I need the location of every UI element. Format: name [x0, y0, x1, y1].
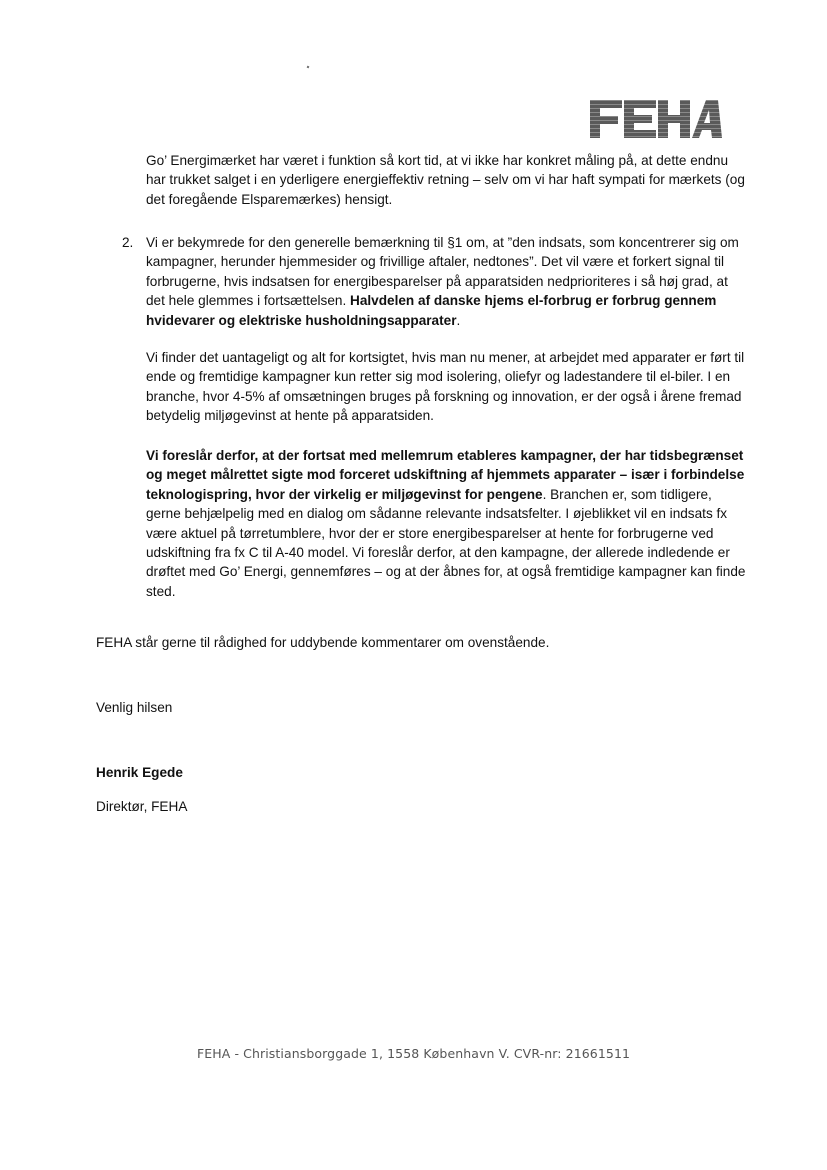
greeting: Venlig hilsen: [96, 700, 173, 715]
signer-title: Direktør, FEHA: [96, 799, 188, 814]
paragraph-kampagner: [146, 446, 746, 601]
paragraph-energimaerket: Go’ Energimærket har været i funktion så kort tid, at vi ikke har konkret måling på, at dette endnu har trukket salget i en yderligere energieffektiv retning – selv om vi har haft sympati for mærkets (og det foregående Elsparemærkes) hensigt.: [146, 153, 745, 207]
feha-logo: [588, 98, 724, 140]
paragraph4-bold: Vi foreslår derfor, at der fortsat med mellemrum etableres kampagner, der har tidsbegrænset og meget målrettet sigte mod forceret udskiftning af hjemmets apparater – især i forbindelse teknologispring, hvor der virkelig er miljøgevinst for pengene: [146, 448, 745, 502]
signer-name: Henrik Egede: [96, 765, 183, 780]
footer-address: FEHA - Christiansborggade 1, 1558 København V. CVR-nr: 21661511: [196, 1046, 631, 1061]
paragraph-apparater: Vi finder det uantageligt og alt for kortsigtet, hvis man nu mener, at arbejdet med apparater er ført til ende og fremtidige kampagner kun retter sig mod isolering, oliefyr og ladestandere til el-biler. I en branche, hvor 4-5% af omsætningen bruges på forskning og innovation, er der også i årene fremad betydelig miljøgevinst at hente på apparatsiden.: [146, 350, 745, 424]
item2-bold-text: Halvdelen af danske hjems el-forbrug er forbrug gennem hvidevarer og elektriske husholdningsapparater: [146, 293, 717, 328]
scan-speck: [307, 66, 310, 69]
list-item-2: [146, 233, 746, 330]
closing-line: FEHA står gerne til rådighed for uddybende kommentarer om ovenstående.: [96, 635, 550, 650]
item2-text: Vi er bekymrede for den generelle bemærkning til §1 om, at ”den indsats, som koncentrerer sig om kampagner, herunder hjemmesider og frivillige aftaler, nedtones”. Det vil være et forkert signal til forbrugerne, hvis indsatsen for energibesparelser på apparatsiden nedprioriteres i så høj grad, at det hele glemmes i fortsættelsen.: [146, 235, 739, 309]
item2-end: .: [456, 312, 461, 328]
paragraph4-plain: . Branchen er, som tidligere, gerne behjælpelig med en dialog om sådanne relevante indsatsfelter. I øjeblikket vil en indsats fx være aktuel på tørretumblere, hvor der er store energibesparelser at hente for forbrugerne ved udskiftning fra fx C til A-40 model. Vi foreslår derfor, at den kampagne, der allerede indledende er drøftet med Go’ Energi, gennemføres – og at der åbnes for, at også fremtidige kampagner kan finde sted.: [146, 486, 746, 599]
list-number-2: 2.: [122, 235, 134, 250]
